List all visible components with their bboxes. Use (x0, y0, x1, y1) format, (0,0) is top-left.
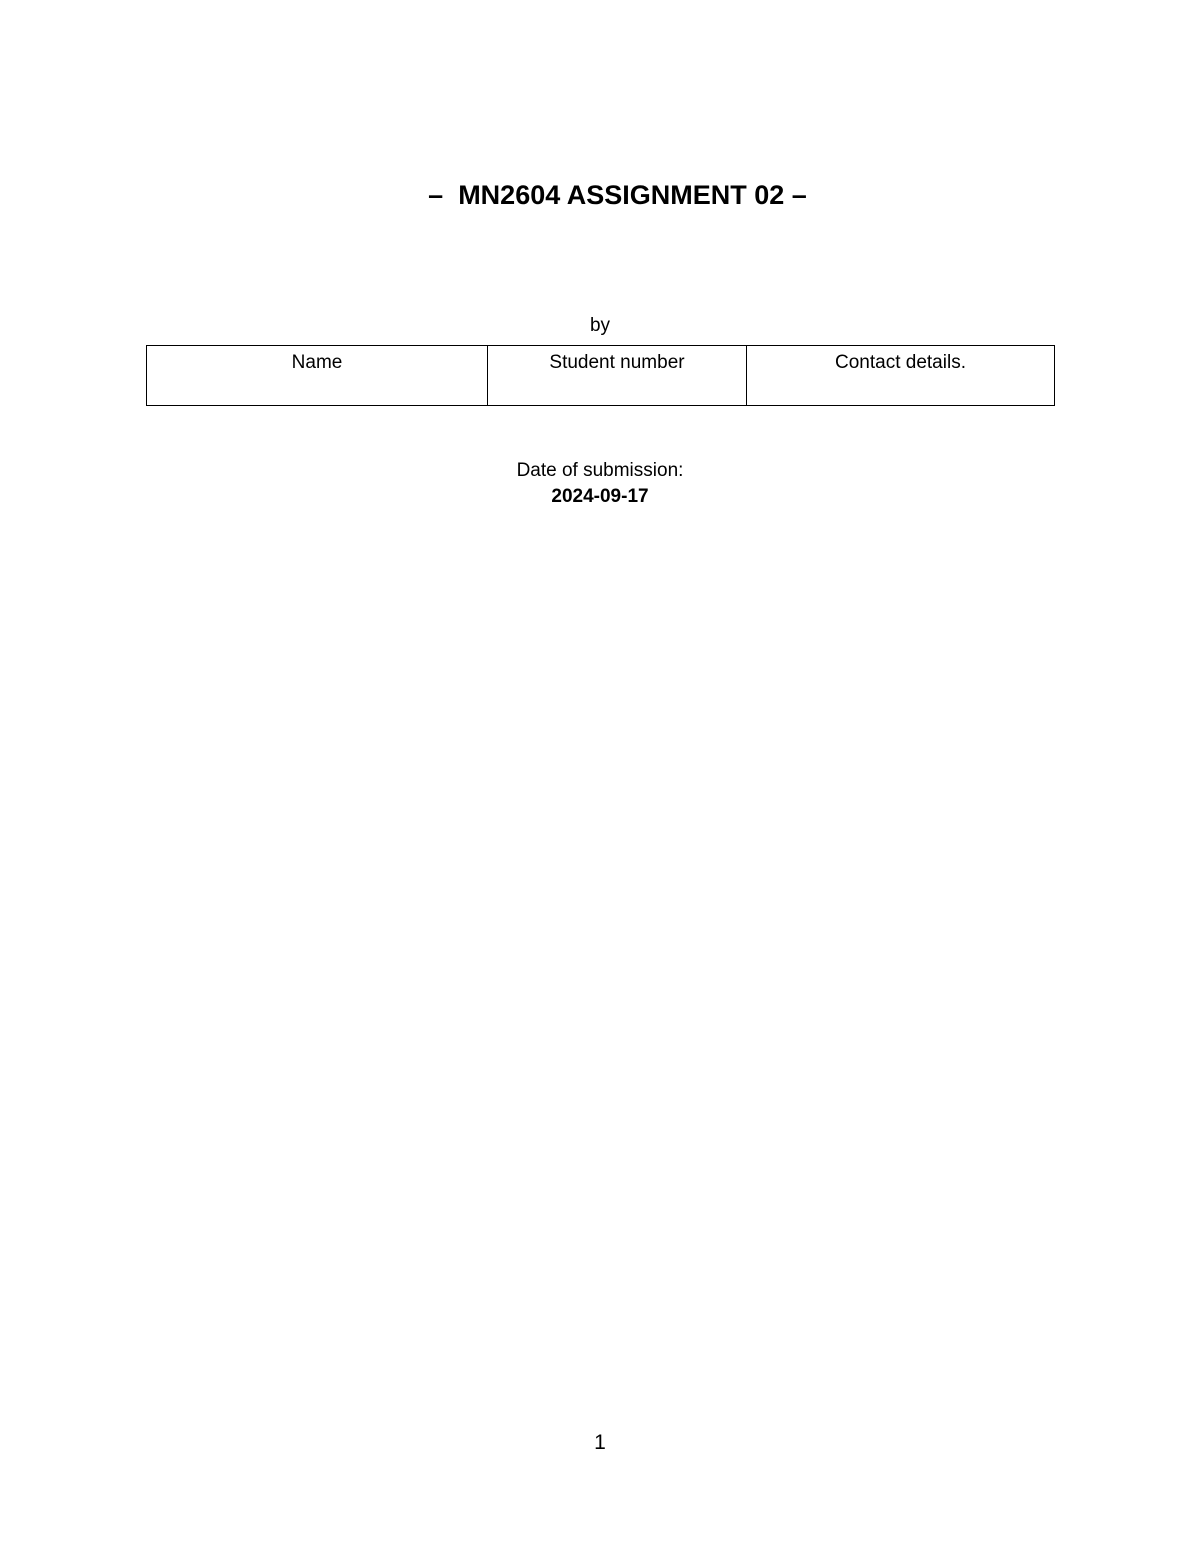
authors-table (146, 345, 1055, 406)
table-row (147, 346, 1055, 406)
page-number: 1 (594, 1431, 606, 1454)
date-of-submission-value: 2024-09-17 (551, 486, 649, 507)
table-cell-contact-details: Contact details. (747, 346, 1055, 406)
table-cell-student-number: Student number (488, 346, 747, 406)
table-cell-name: Name (147, 346, 488, 406)
date-of-submission-label: Date of submission: (516, 460, 684, 481)
by-label: by (589, 315, 611, 336)
document-title: – MN2604 ASSIGNMENT 02 – (428, 180, 807, 210)
